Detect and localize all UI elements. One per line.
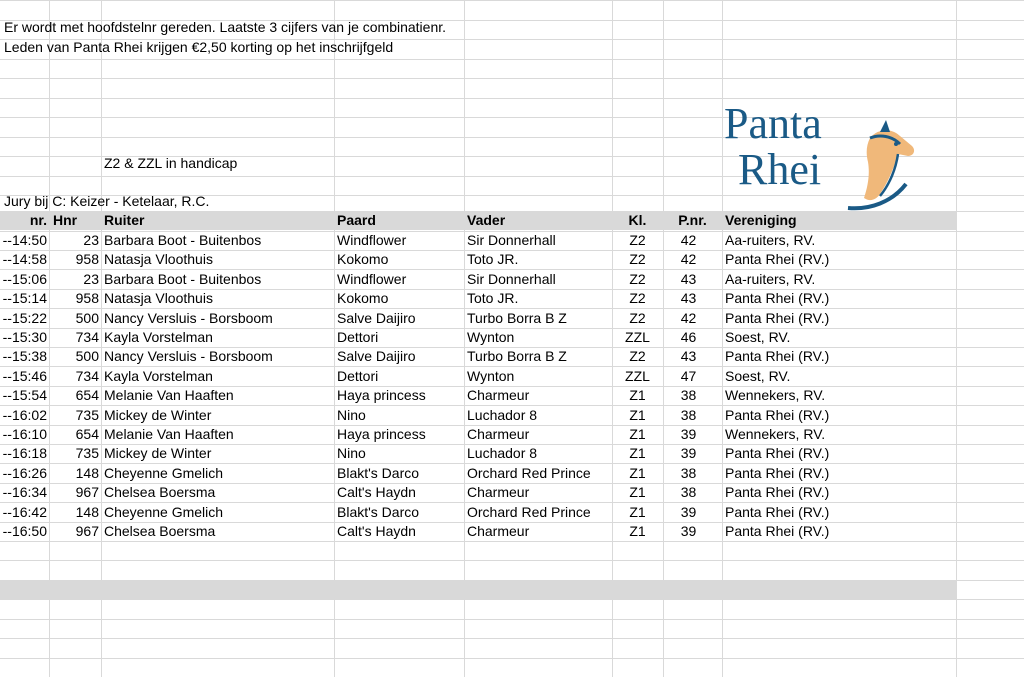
cell-nr: --15:06 xyxy=(2,270,47,287)
cell-vereniging: Wennekers, RV. xyxy=(725,426,826,442)
note-line-2: Leden van Panta Rhei krijgen €2,50 korting op het inschrijfgeld xyxy=(4,39,394,55)
cell-vereniging: Panta Rhei (RV.) xyxy=(725,503,830,520)
cell-vader: Orchard Red Prince xyxy=(467,503,591,520)
table-row xyxy=(0,250,956,269)
cell-pnr: 39 xyxy=(680,503,697,520)
cell-vader: Charmeur xyxy=(467,426,530,442)
cell-paard: Haya princess xyxy=(337,426,426,442)
cell-hnr: 735 xyxy=(75,445,99,462)
cell-vader: Wynton xyxy=(467,367,515,384)
cell-pnr: 46 xyxy=(680,329,697,345)
cell-pnr: 43 xyxy=(680,348,697,365)
gridline xyxy=(0,78,1024,79)
cell-nr: --16:18 xyxy=(2,445,47,462)
cell-nr: --15:54 xyxy=(2,387,47,404)
logo-word-rhei: Rhei xyxy=(738,145,822,194)
cell-vader: Charmeur xyxy=(467,523,530,539)
gridline xyxy=(0,541,1024,542)
table-row xyxy=(0,483,956,502)
col-header-vader: Vader xyxy=(467,212,506,228)
table-row xyxy=(0,328,956,347)
cell-vereniging: Panta Rhei (RV.) xyxy=(725,523,830,539)
gridline xyxy=(0,0,1024,1)
cell-hnr: 967 xyxy=(75,484,99,501)
col-header-kl: Kl. xyxy=(628,212,647,228)
cell-hnr: 734 xyxy=(75,329,99,345)
cell-paard: Calt's Haydn xyxy=(337,484,416,501)
cell-hnr: 23 xyxy=(83,270,99,287)
col-header-ruiter: Ruiter xyxy=(104,212,145,228)
cell-paard: Calt's Haydn xyxy=(337,523,416,539)
cell-pnr: 39 xyxy=(680,445,697,462)
cell-pnr: 39 xyxy=(680,426,697,442)
cell-hnr: 148 xyxy=(75,464,99,481)
gridline xyxy=(0,599,1024,600)
note-line-1: Er wordt met hoofdstelnr gereden. Laatste 3 cijfers van je combinatienr. xyxy=(4,19,447,35)
cell-nr: --16:42 xyxy=(2,503,47,520)
cell-ruiter: Kayla Vorstelman xyxy=(104,367,213,384)
cell-nr: --15:38 xyxy=(2,348,47,365)
logo-graphic xyxy=(720,98,920,216)
cell-nr: --15:14 xyxy=(2,290,47,307)
cell-vereniging: Panta Rhei (RV.) xyxy=(725,484,830,501)
cell-ruiter: Kayla Vorstelman xyxy=(104,329,213,345)
cell-hnr: 958 xyxy=(75,290,99,307)
table-row xyxy=(0,289,956,308)
jury-info: Jury bij C: Keizer - Ketelaar, R.C. xyxy=(4,193,210,209)
cell-paard: Blakt's Darco xyxy=(337,503,420,520)
cell-ruiter: Cheyenne Gmelich xyxy=(104,503,224,520)
cell-vereniging: Panta Rhei (RV.) xyxy=(725,251,830,268)
cell-nr: --16:34 xyxy=(2,484,47,501)
cell-ruiter: Nancy Versluis - Borsboom xyxy=(104,309,273,326)
table-row xyxy=(0,464,956,483)
cell-paard: Kokomo xyxy=(337,290,389,307)
cell-kl: Z2 xyxy=(629,251,646,268)
cell-kl: Z2 xyxy=(629,290,646,307)
cell-hnr: 500 xyxy=(75,309,99,326)
cell-hnr: 734 xyxy=(75,367,99,384)
cell-vader: Sir Donnerhall xyxy=(467,232,556,248)
cell-kl: Z2 xyxy=(629,309,646,326)
cell-paard: Blakt's Darco xyxy=(337,464,420,481)
table-row xyxy=(0,347,956,366)
cell-hnr: 654 xyxy=(75,387,99,404)
gridline xyxy=(956,0,957,677)
gridline xyxy=(0,59,1024,60)
cell-kl: Z1 xyxy=(629,523,646,539)
cell-pnr: 43 xyxy=(680,290,697,307)
cell-ruiter: Mickey de Winter xyxy=(104,406,212,423)
cell-vereniging: Panta Rhei (RV.) xyxy=(725,348,830,365)
cell-vader: Charmeur xyxy=(467,387,530,404)
cell-ruiter: Melanie Van Haaften xyxy=(104,426,234,442)
cell-nr: --14:50 xyxy=(2,232,47,248)
cell-vader: Orchard Red Prince xyxy=(467,464,591,481)
cell-paard: Nino xyxy=(337,445,366,462)
cell-vereniging: Aa-ruiters, RV. xyxy=(725,232,816,248)
cell-kl: Z2 xyxy=(629,232,646,248)
cell-nr: --16:50 xyxy=(2,523,47,539)
table-row xyxy=(0,406,956,425)
cell-pnr: 42 xyxy=(680,309,697,326)
cell-ruiter: Natasja Vloothuis xyxy=(104,251,213,268)
cell-nr: --16:10 xyxy=(2,426,47,442)
cell-vereniging: Soest, RV. xyxy=(725,367,791,384)
col-header-pnr: P.nr. xyxy=(678,212,707,228)
cell-paard: Nino xyxy=(337,406,366,423)
cell-paard: Dettori xyxy=(337,329,379,345)
cell-hnr: 958 xyxy=(75,251,99,268)
cell-vader: Luchador 8 xyxy=(467,445,538,462)
cell-paard: Dettori xyxy=(337,367,379,384)
cell-ruiter: Mickey de Winter xyxy=(104,445,212,462)
cell-vereniging: Panta Rhei (RV.) xyxy=(725,290,830,307)
col-header-nr: nr. xyxy=(29,212,47,228)
cell-hnr: 148 xyxy=(75,503,99,520)
cell-nr: --15:22 xyxy=(2,309,47,326)
cell-pnr: 47 xyxy=(680,367,697,384)
cell-paard: Haya princess xyxy=(337,387,426,404)
cell-kl: Z1 xyxy=(629,426,646,442)
cell-vader: Luchador 8 xyxy=(467,406,538,423)
cell-vereniging: Panta Rhei (RV.) xyxy=(725,445,830,462)
cell-ruiter: Barbara Boot - Buitenbos xyxy=(104,232,262,248)
cell-pnr: 42 xyxy=(680,232,697,248)
cell-vader: Toto JR. xyxy=(467,290,519,307)
cell-nr: --16:02 xyxy=(2,406,47,423)
table-row xyxy=(0,367,956,386)
col-header-paard: Paard xyxy=(337,212,376,228)
cell-pnr: 39 xyxy=(680,523,697,539)
cell-ruiter: Nancy Versluis - Borsboom xyxy=(104,348,273,365)
cell-nr: --16:26 xyxy=(2,464,47,481)
table-row xyxy=(0,522,956,541)
cell-ruiter: Barbara Boot - Buitenbos xyxy=(104,270,262,287)
cell-nr: --15:30 xyxy=(2,329,47,345)
cell-pnr: 38 xyxy=(680,484,697,501)
gridline xyxy=(0,619,1024,620)
cell-pnr: 38 xyxy=(680,406,697,423)
cell-ruiter: Chelsea Boersma xyxy=(104,484,216,501)
cell-hnr: 967 xyxy=(75,523,99,539)
footer-band xyxy=(0,580,956,599)
cell-paard: Kokomo xyxy=(337,251,389,268)
cell-vader: Wynton xyxy=(467,329,515,345)
cell-pnr: 38 xyxy=(680,464,697,481)
gridline xyxy=(0,658,1024,659)
table-row xyxy=(0,425,956,444)
cell-pnr: 43 xyxy=(680,270,697,287)
section-title: Z2 & ZZL in handicap xyxy=(104,155,238,171)
cell-vader: Toto JR. xyxy=(467,251,519,268)
cell-ruiter: Natasja Vloothuis xyxy=(104,290,213,307)
cell-paard: Salve Daijiro xyxy=(337,348,416,365)
cell-hnr: 23 xyxy=(83,232,99,248)
cell-kl: Z1 xyxy=(629,464,646,481)
gridline xyxy=(0,638,1024,639)
cell-paard: Windflower xyxy=(337,270,407,287)
cell-hnr: 500 xyxy=(75,348,99,365)
cell-vader: Charmeur xyxy=(467,484,530,501)
table-row xyxy=(0,444,956,463)
col-header-hnr: Hnr xyxy=(53,212,78,228)
table-row xyxy=(0,231,956,250)
table-row xyxy=(0,503,956,522)
cell-kl: ZZL xyxy=(625,329,650,345)
table-row xyxy=(0,386,956,405)
cell-vader: Turbo Borra B Z xyxy=(467,309,567,326)
cell-vereniging: Wennekers, RV. xyxy=(725,387,826,404)
cell-nr: --15:46 xyxy=(2,367,47,384)
cell-kl: Z1 xyxy=(629,445,646,462)
cell-kl: Z1 xyxy=(629,406,646,423)
cell-kl: Z1 xyxy=(629,387,646,404)
cell-paard: Windflower xyxy=(337,232,407,248)
cell-ruiter: Cheyenne Gmelich xyxy=(104,464,224,481)
panta-rhei-logo xyxy=(720,98,920,216)
cell-pnr: 42 xyxy=(680,251,697,268)
cell-kl: Z1 xyxy=(629,503,646,520)
gridline xyxy=(0,560,1024,561)
logo-word-panta: Panta xyxy=(724,99,822,148)
cell-vader: Turbo Borra B Z xyxy=(467,348,567,365)
cell-nr: --14:58 xyxy=(2,251,47,268)
cell-pnr: 38 xyxy=(680,387,697,404)
cell-vereniging: Panta Rhei (RV.) xyxy=(725,406,830,423)
cell-vereniging: Panta Rhei (RV.) xyxy=(725,309,830,326)
table-row xyxy=(0,309,956,328)
table-row xyxy=(0,270,956,289)
cell-vereniging: Soest, RV. xyxy=(725,329,791,345)
col-header-vereniging: Vereniging xyxy=(725,212,797,228)
cell-hnr: 654 xyxy=(75,426,99,442)
cell-kl: ZZL xyxy=(625,367,650,384)
cell-vader: Sir Donnerhall xyxy=(467,270,556,287)
cell-paard: Salve Daijiro xyxy=(337,309,416,326)
cell-kl: Z1 xyxy=(629,484,646,501)
cell-hnr: 735 xyxy=(75,406,99,423)
cell-ruiter: Melanie Van Haaften xyxy=(104,387,234,404)
cell-vereniging: Panta Rhei (RV.) xyxy=(725,464,830,481)
cell-ruiter: Chelsea Boersma xyxy=(104,523,216,539)
cell-vereniging: Aa-ruiters, RV. xyxy=(725,270,816,287)
cell-kl: Z2 xyxy=(629,270,646,287)
cell-kl: Z2 xyxy=(629,348,646,365)
